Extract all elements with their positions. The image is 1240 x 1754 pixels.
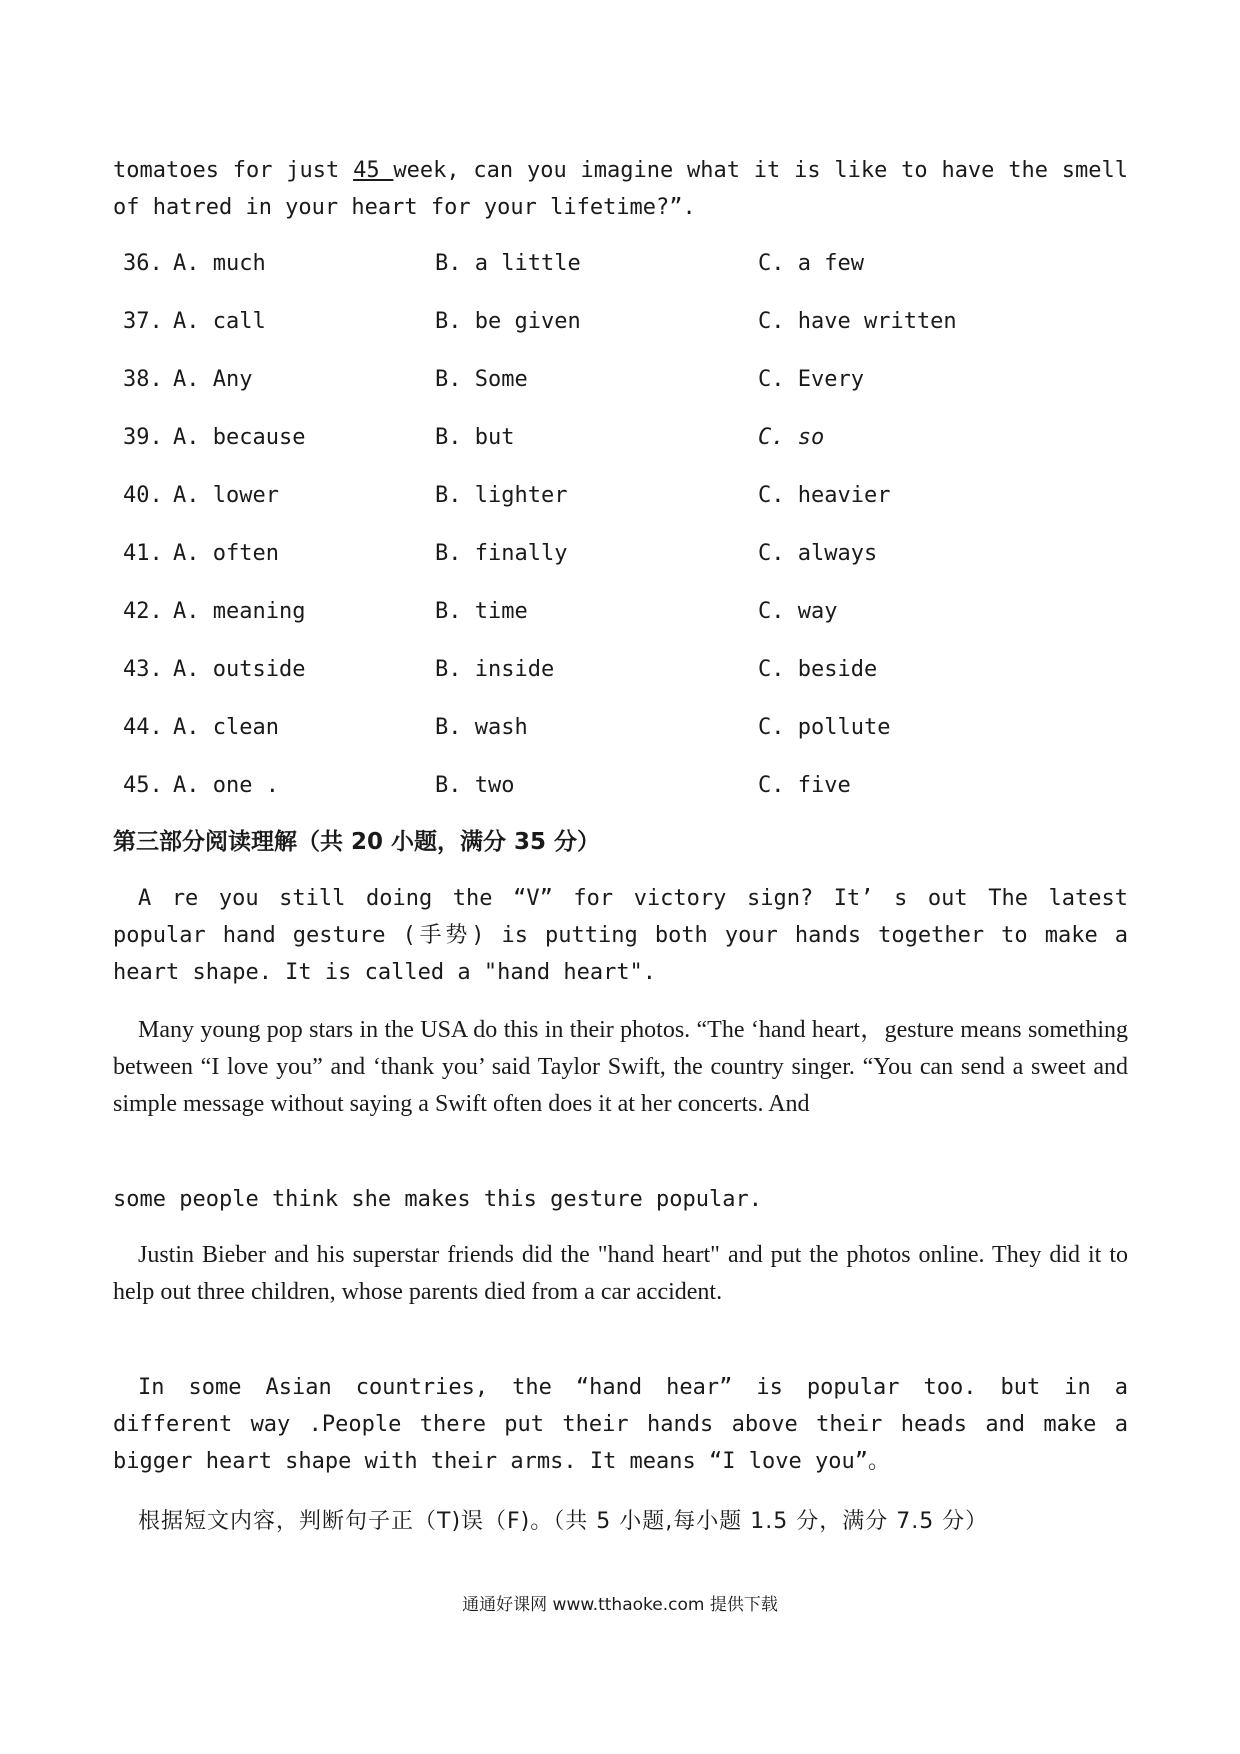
passage-paragraph-2: Many young pop stars in the USA do this in their photos. “The ‘hand heart，gesture means something between “I love you” and ‘thank you’ said Taylor Swift, the country singer. “You can send a sweet and simple message without saying a Swift often does it at her concerts. And: [113, 1017, 1128, 1117]
option-b: B. lighter: [435, 483, 568, 508]
option-c: C. way: [758, 599, 838, 624]
blank-45: 45: [353, 158, 394, 183]
option-c: C. Every: [758, 367, 864, 392]
option-row: [0, 476, 1240, 516]
option-b: B. two: [435, 773, 515, 798]
option-c: C. always: [758, 541, 878, 566]
option-a: A. much: [173, 251, 266, 276]
option-b: B. Some: [435, 367, 528, 392]
question-number: 38.: [123, 367, 163, 392]
question-number: 44.: [123, 715, 163, 740]
option-row: [0, 766, 1240, 806]
question-number: 42.: [123, 599, 163, 624]
option-c: C. five: [758, 773, 851, 798]
intro-paragraph: [113, 152, 1128, 226]
option-b: B. time: [435, 599, 528, 624]
task-instruction: 根据短文内容，判断句子正（T)误（F)。（共 5 小题,每小题 1.5 分，满分 7.5 分）: [138, 1509, 989, 1534]
option-c: C. have written: [758, 309, 957, 334]
intro-text-end: week, can you imagine what it is like to have the smell of hatred in your heart for your lifetime?”.: [113, 158, 1128, 220]
option-row: [0, 360, 1240, 400]
option-row: [0, 302, 1240, 342]
section-title: 第三部分阅读理解（共 20 小题，满分 35 分）: [113, 829, 601, 855]
passage-paragraph-3: some people think she makes this gesture popular.: [113, 1187, 763, 1212]
option-row: [0, 592, 1240, 632]
option-b: B. but: [435, 425, 515, 450]
question-number: 45.: [123, 773, 163, 798]
option-a: A. often: [173, 541, 279, 566]
question-number: 43.: [123, 657, 163, 682]
option-a: A. because: [173, 425, 306, 450]
option-row: [0, 418, 1240, 458]
question-number: 37.: [123, 309, 163, 334]
option-c: C. beside: [758, 657, 878, 682]
option-c: C. a few: [758, 251, 864, 276]
option-b: B. wash: [435, 715, 528, 740]
option-row: [0, 708, 1240, 748]
intro-text-start: tomatoes for just: [113, 158, 354, 183]
footer-source: 通通好课网 www.tthaoke.com 提供下载: [462, 1595, 778, 1615]
passage-paragraph-1: A re you still doing the “V” for victory sign? It’ s out The latest popular hand gesture (手势) is putting both your hands together to make a heart shape. It is called a "hand heart".: [113, 886, 1128, 985]
question-number: 39.: [123, 425, 163, 450]
question-number: 40.: [123, 483, 163, 508]
passage-paragraph-4: Justin Bieber and his superstar friends did the "hand heart" and put the photos online. They did it to help out three children, whose parents died from a car accident.: [113, 1242, 1128, 1305]
option-c: C. heavier: [758, 483, 891, 508]
option-row: [0, 650, 1240, 690]
option-a: A. Any: [173, 367, 253, 392]
option-a: A. outside: [173, 657, 306, 682]
option-c: C. pollute: [758, 715, 891, 740]
passage-paragraph-5: In some Asian countries, the “hand hear” is popular too. but in a different way .People there put their hands above their heads and make a bigger heart shape with their arms. It means “I love you”。: [113, 1375, 1128, 1474]
option-b: B. finally: [435, 541, 568, 566]
option-b: B. a little: [435, 251, 581, 276]
option-b: B. inside: [435, 657, 555, 682]
option-c: C. so: [758, 425, 825, 450]
option-a: A. lower: [173, 483, 279, 508]
option-a: A. meaning: [173, 599, 306, 624]
option-row: [0, 244, 1240, 284]
question-number: 41.: [123, 541, 163, 566]
option-a: A. call: [173, 309, 266, 334]
option-row: [0, 534, 1240, 574]
option-b: B. be given: [435, 309, 581, 334]
question-number: 36.: [123, 251, 163, 276]
option-a: A. one .: [173, 773, 279, 798]
option-a: A. clean: [173, 715, 279, 740]
